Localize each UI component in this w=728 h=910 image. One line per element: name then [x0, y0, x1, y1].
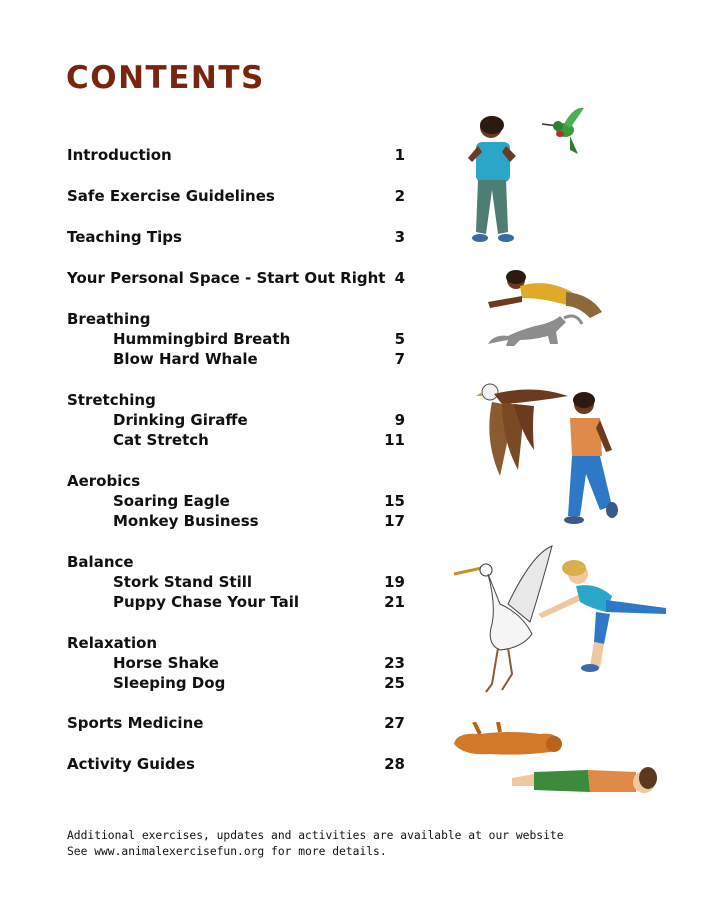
toc-entry	[67, 227, 417, 247]
footer-line-website: Additional exercises, updates and activities are available at our website	[67, 829, 564, 842]
hummingbird-illustration	[540, 102, 590, 162]
toc-entry-label: Activity Guides	[67, 755, 195, 773]
toc-page-number: 2	[394, 187, 405, 205]
toc-subentry	[67, 673, 417, 693]
toc-entry-label: Aerobics	[67, 472, 141, 490]
child-balancing-illustration	[536, 556, 676, 676]
toc-entry-label: Horse Shake	[113, 654, 219, 672]
footer-line-details: See www.animalexercisefun.org for more details.	[67, 845, 387, 858]
toc-entry	[67, 309, 417, 329]
toc-entry-label: Your Personal Space - Start Out Right	[67, 269, 386, 287]
child-walking-illustration	[560, 390, 630, 530]
child-lying-illustration	[508, 758, 658, 808]
toc-entry-label: Relaxation	[67, 634, 158, 652]
toc-entry-label: Soaring Eagle	[113, 492, 230, 510]
toc-entry	[67, 186, 417, 206]
toc-page-number: 28	[384, 755, 405, 773]
toc-entry-label: Stretching	[67, 391, 156, 409]
toc-entry-label: Introduction	[67, 146, 172, 164]
toc-page-number: 9	[394, 411, 405, 429]
toc-entry	[67, 390, 417, 410]
toc-entry-label: Puppy Chase Your Tail	[113, 593, 300, 611]
toc-entry-label: Sports Medicine	[67, 714, 204, 732]
toc-page-number: 4	[394, 269, 405, 287]
toc-entry-label: Monkey Business	[113, 512, 259, 530]
child-standing-illustration	[460, 112, 530, 252]
toc-entry-label: Stork Stand Still	[113, 573, 253, 591]
toc-entry	[67, 471, 417, 491]
toc-entry-label: Hummingbird Breath	[113, 330, 291, 348]
toc-entry	[67, 633, 417, 653]
toc-subentry	[67, 572, 417, 592]
toc-page-number: 11	[384, 431, 405, 449]
toc-entry-label: Teaching Tips	[67, 228, 182, 246]
toc-entry	[67, 552, 417, 572]
toc-page-number: 23	[384, 654, 405, 672]
toc-entry	[67, 145, 417, 165]
toc-entry-label: Breathing	[67, 310, 151, 328]
table-of-contents	[67, 145, 417, 774]
cat-stretching-illustration	[484, 310, 584, 350]
eagle-illustration	[474, 380, 574, 480]
page-title: CONTENTS	[66, 60, 265, 96]
toc-entry-label: Balance	[67, 553, 134, 571]
toc-page-number: 3	[394, 228, 405, 246]
toc-page-number: 21	[384, 593, 405, 611]
toc-subentry	[67, 349, 417, 369]
toc-entry	[67, 713, 417, 733]
toc-subentry	[67, 592, 417, 612]
dog-lying-illustration	[450, 722, 570, 762]
toc-subentry	[67, 653, 417, 673]
toc-subentry	[67, 329, 417, 349]
toc-page-number: 5	[394, 330, 405, 348]
toc-page-number: 1	[394, 146, 405, 164]
toc-page-number: 17	[384, 512, 405, 530]
toc-entry	[67, 268, 417, 288]
footer-note	[67, 828, 564, 860]
toc-entry	[67, 754, 417, 774]
toc-subentry	[67, 511, 417, 531]
toc-entry-label: Blow Hard Whale	[113, 350, 258, 368]
toc-page-number: 27	[384, 714, 405, 732]
toc-page-number: 25	[384, 674, 405, 692]
toc-entry-label: Drinking Giraffe	[113, 411, 248, 429]
toc-page-number: 19	[384, 573, 405, 591]
toc-subentry	[67, 430, 417, 450]
toc-entry-label: Sleeping Dog	[113, 674, 226, 692]
toc-page-number: 15	[384, 492, 405, 510]
toc-subentry	[67, 491, 417, 511]
toc-subentry	[67, 410, 417, 430]
toc-entry-label: Safe Exercise Guidelines	[67, 187, 275, 205]
toc-entry-label: Cat Stretch	[113, 431, 209, 449]
toc-page-number: 7	[394, 350, 405, 368]
